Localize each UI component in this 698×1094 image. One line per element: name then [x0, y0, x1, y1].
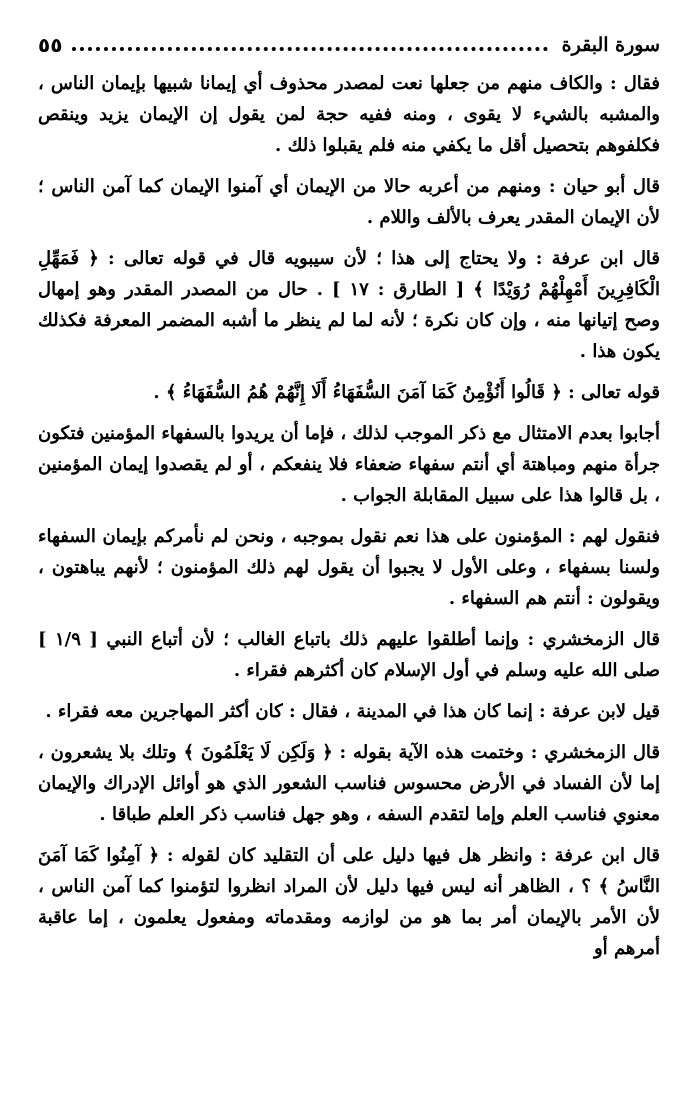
- paragraph: قيل لابن عرفة : إنما كان هذا في المدينة ، فقال : كان أكثر المهاجرين معه فقراء .: [45, 701, 660, 722]
- page-header: [38, 30, 660, 60]
- paragraph: قال الزمخشري : وإنما أطلقوا عليهم ذلك باتباع الغالب ؛ لأن أتباع النبي [ ١/٩ ] صلى الله عليه وسلم في أول الإسلام كان أكثرهم فقراء .: [38, 629, 660, 681]
- paragraph: قال ابن عرفة : وانظر هل فيها دليل على أن التقليد كان لقوله : ﴿ آمِنُوا كَمَا آمَنَ النَّاسُ ﴾ ؟ ، الظاهر أنه ليس فيها دليل لأن المراد انظروا لتؤمنوا كما آمن الناس ، لأن الأمر بالإيمان أمر بما هو من لوازمه ومقدماته ومفعول يعلمون ، إما عاقبة أمرهم أو: [38, 845, 660, 959]
- dot-leader: [72, 47, 547, 51]
- surah-title: سورة البقرة: [561, 34, 660, 56]
- page-number: ٥٥: [38, 33, 63, 57]
- paragraph: أجابوا بعدم الامتثال مع ذكر الموجب لذلك ، فإما أن يريدوا بالسفهاء المؤمنين فتكون جرأة منهم ومباهتة أي أنتم سفهاء ضعفاء فلا ينفعكم ، أو لم يقصدوا إيمان المؤمنين ، بل قالوا هذا على سبيل المقابلة الجواب .: [38, 423, 660, 506]
- paragraph: فنقول لهم : المؤمنون على هذا نعم نقول بموجبه ، ونحن لم نأمركم بإيمان السفهاء ولسنا بسفهاء ، وعلى الأول لا يجبوا أن يقول لهم ذلك المؤمنون ؛ لأنهم يباهتون ، ويقولون : أنتم هم السفهاء .: [38, 526, 660, 609]
- paragraph: قال ابن عرفة : ولا يحتاج إلى هذا ؛ لأن سيبويه قال في قوله تعالى : ﴿ فَمَهِّلِ الْكَافِرِينَ أَمْهِلْهُمْ رُوَيْدًا ﴾ [ الطارق : ١٧ ] . حال من المصدر المقدر وهو إمهال وصح إتيانها منه ، وإن كان نكرة ؛ لأنه لما لم ينظر ما أشبه المضمر المعرفة فكذلك يكون هذا .: [38, 248, 660, 362]
- page-body: [38, 68, 660, 972]
- paragraph: قوله تعالى : ﴿ قَالُوا أَنُؤْمِنُ كَمَا آمَنَ السُّفَهَاءُ أَلَا إِنَّهُمْ هُمُ السُّفَهَاءُ ﴾ .: [153, 382, 660, 403]
- paragraph: فقال : والكاف منهم من جعلها نعت لمصدر محذوف أي إيمانا شبيها بإيمان الناس ، والمشبه بالشيء لا يقوى ، ومنه ففيه حجة لمن يقول إن الإيمان يزيد وينقص فكلفوهم بتحصيل أقل ما يكفي منه فلم يقبلوا ذلك .: [38, 73, 660, 156]
- paragraph: قال الزمخشري : وختمت هذه الآية بقوله : ﴿ وَلَكِن لَا يَعْلَمُونَ ﴾ وتلك بلا يشعرون ، إما لأن الفساد في الأرض محسوس فناسب الشعور الذي هو أوائل الإدراك والإيمان معنوي فناسب العلم وإما لتقدم السفه ، وهو جهل فناسب ذكر العلم طباقا .: [38, 742, 660, 825]
- paragraph: قال أبو حيان : ومنهم من أعربه حالا من الإيمان أي آمنوا الإيمان كما آمن الناس ؛ لأن الإيمان المقدر يعرف بالألف واللام .: [38, 176, 660, 228]
